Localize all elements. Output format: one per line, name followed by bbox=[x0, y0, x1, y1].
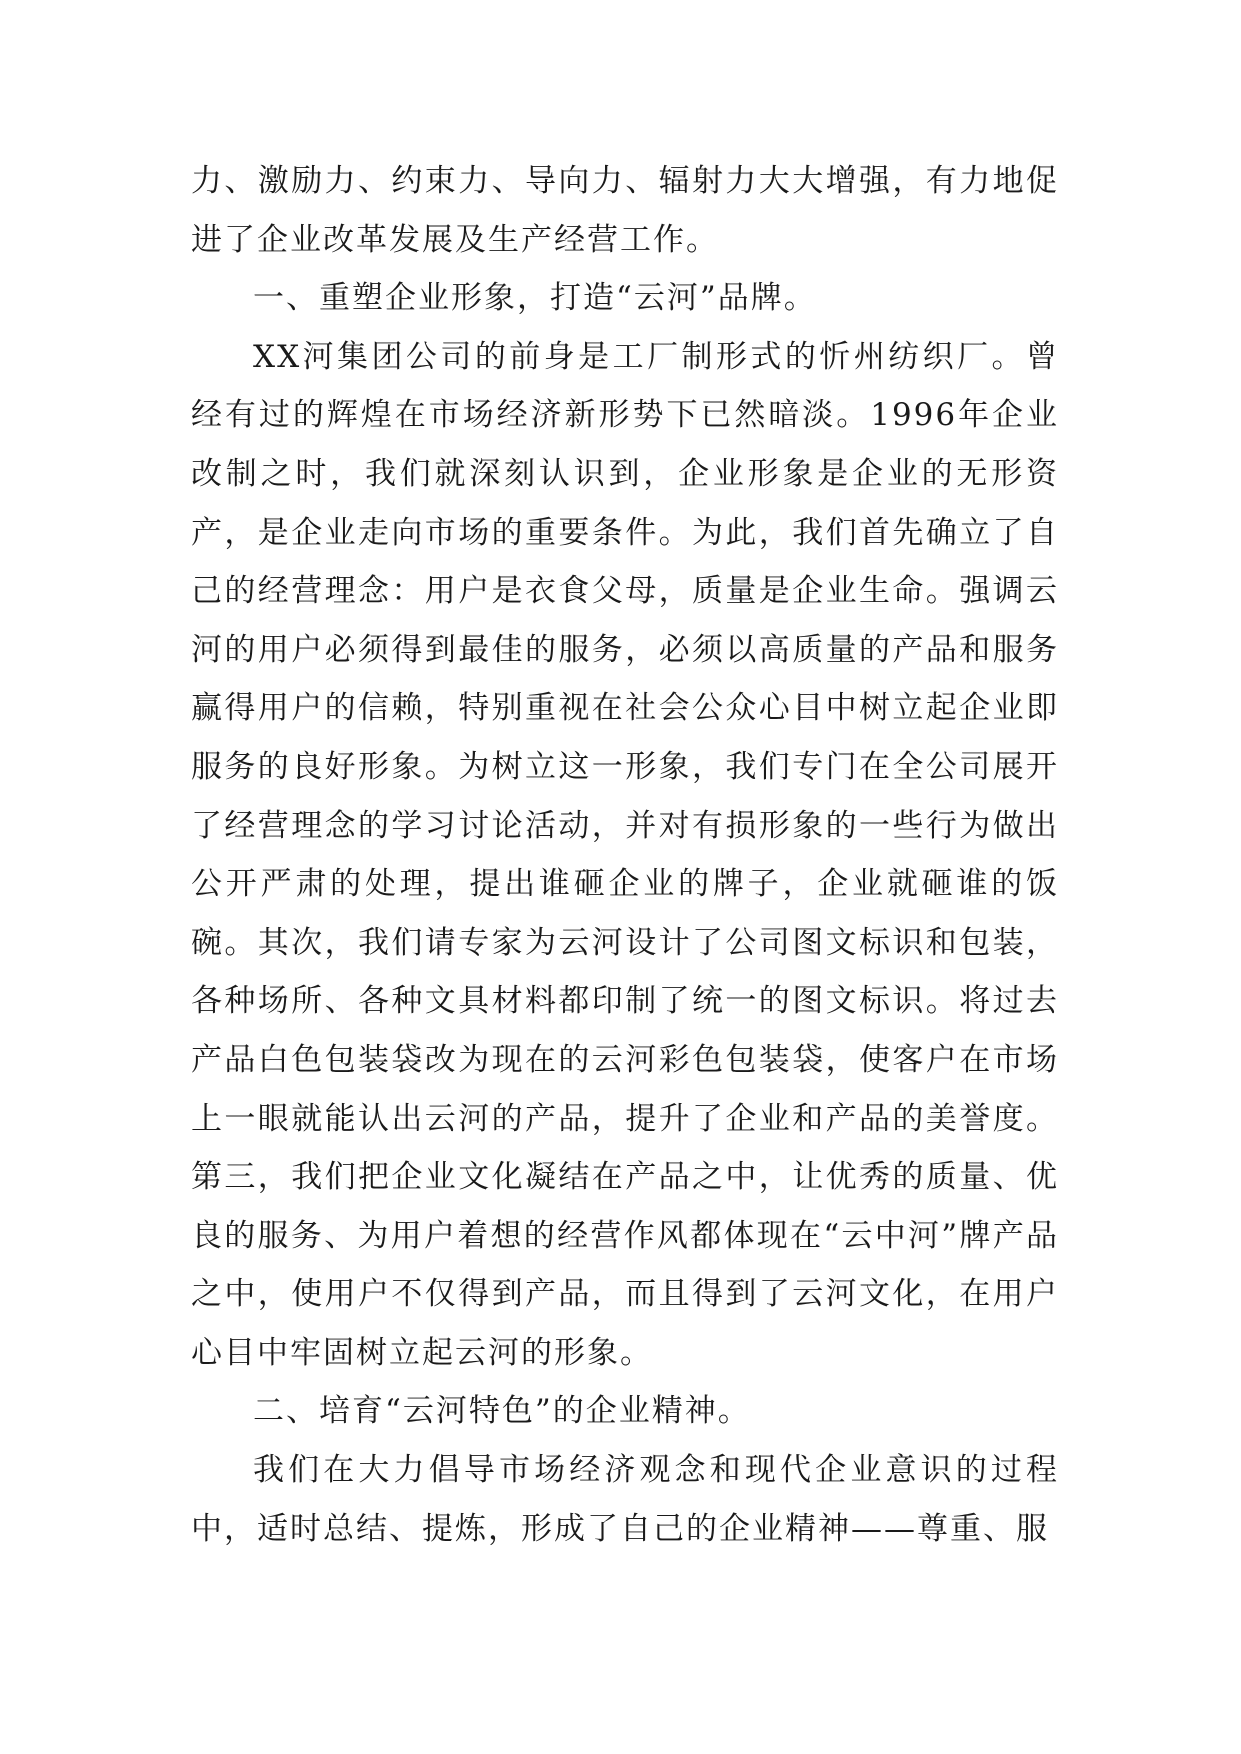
paragraph-enterprise-spirit: 我们在大力倡导市场经济观念和现代企业意识的过程中，适时总结、提炼，形成了自己的企业精神——尊重、服 bbox=[191, 1452, 1059, 1547]
paragraph-continuation: 力、激励力、约束力、导向力、辐射力大大增强，有力地促进了企业改革发展及生产经营工作。 bbox=[191, 163, 1059, 258]
section-heading-two: 二、培育“云河特色”的企业精神。 bbox=[253, 1393, 751, 1430]
section-heading-one: 一、重塑企业形象，打造“云河”品牌。 bbox=[253, 280, 817, 317]
document-body bbox=[191, 152, 1059, 1558]
paragraph-corporate-image: XX河集团公司的前身是工厂制形式的忻州纺织厂。曾经有过的辉煌在市场经济新形势下已然暗淡。1996年企业改制之时，我们就深刻认识到，企业形象是企业的无形资产，是企业走向市场的重要条件。为此，我们首先确立了自己的经营理念：用户是衣食父母，质量是企业生命。强调云河的用户必须得到最佳的服务，必须以高质量的产品和服务赢得用户的信赖，特别重视在社会公众心目中树立起企业即服务的良好形象。为树立这一形象，我们专门在全公司展开了经营理念的学习讨论活动，并对有损形象的一些行为做出公开严肃的处理，提出谁砸企业的牌子，企业就砸谁的饭碗。其次，我们请专家为云河设计了公司图文标识和包装，各种场所、各种文具材料都印制了统一的图文标识。将过去产品白色包装袋改为现在的云河彩色包装袋，使客户在市场上一眼就能认出云河的产品，提升了企业和产品的美誉度。第三，我们把企业文化凝结在产品之中，让优秀的质量、优良的服务、为用户着想的经营作风都体现在“云中河”牌产品之中，使用户不仅得到产品，而且得到了云河文化，在用户心目中牢固树立起云河的形象。 bbox=[191, 338, 1059, 1371]
